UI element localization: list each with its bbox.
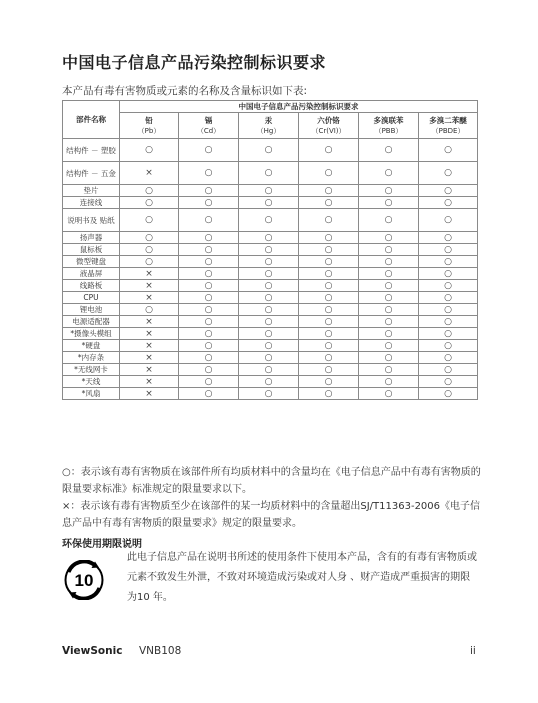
table-row <box>63 185 478 197</box>
substance-mark-cell: ○ <box>299 268 359 280</box>
substance-mark-cell: ○ <box>179 197 239 209</box>
page-title: 中国电子信息产品污染控制标识要求 <box>62 53 327 72</box>
substance-mark-cell: ○ <box>239 162 299 185</box>
substance-mark-cell: ○ <box>299 209 359 232</box>
substance-mark-cell: ○ <box>179 280 239 292</box>
part-name-cell: *无线网卡 <box>63 364 120 376</box>
table-row <box>63 340 478 352</box>
column-header <box>120 113 179 139</box>
table-row <box>63 352 478 364</box>
substance-mark-cell: ○ <box>239 139 299 162</box>
substance-mark-cell: ○ <box>239 316 299 328</box>
part-name-cell: *摄像头模组 <box>63 328 120 340</box>
part-name-cell: 结构件 － 五金 <box>63 162 120 185</box>
substance-mark-cell: ○ <box>419 316 478 328</box>
substance-mark-cell: ○ <box>179 185 239 197</box>
substance-mark-cell: ○ <box>359 185 419 197</box>
footer-model: VNB108 <box>139 645 182 657</box>
substance-mark-cell: ○ <box>239 197 299 209</box>
substance-mark-cell: ○ <box>179 139 239 162</box>
table-row <box>63 256 478 268</box>
substance-mark-cell: ○ <box>299 340 359 352</box>
substance-mark-cell: ○ <box>359 256 419 268</box>
part-name-cell: CPU <box>63 292 120 304</box>
substance-mark-cell: ○ <box>299 139 359 162</box>
substance-mark-cell: ○ <box>419 268 478 280</box>
substance-mark-cell: ○ <box>120 244 179 256</box>
column-header-name: 六价铬 <box>317 116 340 125</box>
column-header <box>179 113 239 139</box>
substance-mark-cell: × <box>120 316 179 328</box>
table-row <box>63 388 478 400</box>
substance-mark-cell: ○ <box>359 304 419 316</box>
column-header-symbol: （PBB） <box>374 127 403 135</box>
substance-mark-cell: ○ <box>239 209 299 232</box>
substance-mark-cell: ○ <box>419 256 478 268</box>
substance-mark-cell: ○ <box>299 162 359 185</box>
substance-mark-cell: ○ <box>299 304 359 316</box>
substance-mark-cell: ○ <box>239 328 299 340</box>
column-header-symbol: （Hg） <box>256 127 281 135</box>
substance-mark-cell: ○ <box>419 292 478 304</box>
substance-mark-cell: ○ <box>299 364 359 376</box>
substance-mark-cell: ○ <box>359 139 419 162</box>
substance-mark-cell: ○ <box>239 185 299 197</box>
substance-mark-cell: ○ <box>359 209 419 232</box>
substance-mark-cell: ○ <box>120 256 179 268</box>
substance-mark-cell: ○ <box>120 304 179 316</box>
substance-mark-cell: ○ <box>359 340 419 352</box>
substance-mark-cell: ○ <box>299 376 359 388</box>
substance-mark-cell: ○ <box>419 139 478 162</box>
substance-mark-cell: ○ <box>419 304 478 316</box>
column-header-symbol: （Pb） <box>137 127 161 135</box>
substance-mark-cell: ○ <box>120 209 179 232</box>
substance-mark-cell: ○ <box>299 280 359 292</box>
part-name-header: 部件名称 <box>63 101 120 139</box>
substance-mark-cell: ○ <box>120 197 179 209</box>
substance-mark-cell: ○ <box>299 256 359 268</box>
column-header <box>299 113 359 139</box>
substance-mark-cell: ○ <box>359 268 419 280</box>
substance-mark-cell: ○ <box>179 232 239 244</box>
substance-mark-cell: ○ <box>179 304 239 316</box>
part-name-cell: *硬盘 <box>63 340 120 352</box>
table-row <box>63 232 478 244</box>
table-row <box>63 268 478 280</box>
part-name-cell: *内存条 <box>63 352 120 364</box>
substance-mark-cell: ○ <box>239 268 299 280</box>
table-row <box>63 139 478 162</box>
page-number: ii <box>470 645 476 657</box>
part-name-cell: 液晶屏 <box>63 268 120 280</box>
table-row <box>63 197 478 209</box>
substance-mark-cell: ○ <box>299 244 359 256</box>
part-name-cell: *风扇 <box>63 388 120 400</box>
table-row <box>63 280 478 292</box>
substance-mark-cell: ○ <box>359 197 419 209</box>
environment-title: 环保使用期限说明 <box>62 539 142 550</box>
substance-mark-cell: ○ <box>179 268 239 280</box>
column-header <box>419 113 478 139</box>
column-header <box>359 113 419 139</box>
substance-mark-cell: ○ <box>359 364 419 376</box>
substance-mark-cell: ○ <box>239 304 299 316</box>
table-row <box>63 328 478 340</box>
substance-mark-cell: × <box>120 280 179 292</box>
column-header-symbol: （PBDE） <box>431 127 465 135</box>
substance-mark-cell: ○ <box>419 244 478 256</box>
table-body <box>63 139 478 400</box>
substance-mark-cell: ○ <box>299 185 359 197</box>
substance-mark-cell: × <box>120 328 179 340</box>
substance-mark-cell: × <box>120 268 179 280</box>
substance-mark-cell: ○ <box>179 316 239 328</box>
table-row <box>63 304 478 316</box>
column-header <box>239 113 299 139</box>
environment-text: 此电子信息产品在说明书所述的使用条件下使用本产品，含有的有毒有害物质或元素不致发生外泄，不致对环境造成污染或对人身 、财产造成严重损害的期限为10 年。 <box>127 552 477 603</box>
substance-mark-cell: ○ <box>359 162 419 185</box>
substance-mark-cell: ○ <box>359 280 419 292</box>
substance-mark-cell: ○ <box>359 244 419 256</box>
substance-mark-cell: ○ <box>179 328 239 340</box>
substance-mark-cell: ○ <box>239 340 299 352</box>
substance-mark-cell: × <box>120 364 179 376</box>
table-row <box>63 162 478 185</box>
substance-mark-cell: ○ <box>179 244 239 256</box>
footer-brand: ViewSonic <box>62 645 123 657</box>
part-name-cell: 结构件 － 塑胶 <box>63 139 120 162</box>
column-header-name: 汞 <box>264 116 273 125</box>
substance-mark-cell: × <box>120 292 179 304</box>
table-row <box>63 244 478 256</box>
substance-mark-cell: ○ <box>120 232 179 244</box>
substance-mark-cell: ○ <box>359 376 419 388</box>
hazardous-substance-table <box>62 100 478 400</box>
substance-mark-cell: ○ <box>359 352 419 364</box>
part-name-cell: 连接线 <box>63 197 120 209</box>
substance-mark-cell: ○ <box>179 292 239 304</box>
intro-text: 本产品有毒有害物质或元素的名称及含量标识如下表: <box>62 85 308 97</box>
substance-mark-cell: ○ <box>179 364 239 376</box>
substance-mark-cell: ○ <box>359 316 419 328</box>
column-header-row <box>63 113 478 139</box>
substance-mark-cell: ○ <box>359 328 419 340</box>
epup-logo-number: 10 <box>74 571 94 590</box>
table-row <box>63 292 478 304</box>
substance-mark-cell: ○ <box>419 364 478 376</box>
substance-mark-cell: ○ <box>239 232 299 244</box>
substance-mark-cell: ○ <box>419 185 478 197</box>
part-name-cell: 锂电池 <box>63 304 120 316</box>
substance-mark-cell: ○ <box>359 292 419 304</box>
substance-mark-cell: ○ <box>419 280 478 292</box>
part-name-cell: 电源适配器 <box>63 316 120 328</box>
substance-mark-cell: ○ <box>120 139 179 162</box>
substance-mark-cell: ○ <box>419 376 478 388</box>
part-name-cell: 微型键盘 <box>63 256 120 268</box>
substance-mark-cell: ○ <box>359 388 419 400</box>
substance-mark-cell: ○ <box>419 388 478 400</box>
substance-mark-cell: ○ <box>179 256 239 268</box>
substance-mark-cell: ○ <box>179 352 239 364</box>
substance-mark-cell: ○ <box>179 162 239 185</box>
substance-mark-cell: ○ <box>419 209 478 232</box>
substance-mark-cell: ○ <box>299 292 359 304</box>
substance-mark-cell: ○ <box>419 352 478 364</box>
column-header-name: 多溴二苯醚 <box>429 116 467 125</box>
substance-mark-cell: × <box>120 388 179 400</box>
part-name-cell: 线路板 <box>63 280 120 292</box>
substance-mark-cell: × <box>120 352 179 364</box>
substance-mark-cell: ○ <box>299 316 359 328</box>
substance-mark-cell: ○ <box>419 340 478 352</box>
table-row <box>63 316 478 328</box>
substance-mark-cell: ○ <box>299 232 359 244</box>
substance-mark-cell: ○ <box>299 328 359 340</box>
part-name-cell: 垫片 <box>63 185 120 197</box>
column-header-symbol: （Cr(VI)） <box>311 127 346 135</box>
substance-mark-cell: ○ <box>299 197 359 209</box>
substance-mark-cell: ○ <box>179 209 239 232</box>
column-header-name: 铅 <box>145 116 153 125</box>
substance-mark-cell: ○ <box>299 388 359 400</box>
substance-mark-cell: ○ <box>179 388 239 400</box>
part-name-cell: 鼠标板 <box>63 244 120 256</box>
substance-mark-cell: ○ <box>419 162 478 185</box>
substance-mark-cell: ○ <box>239 388 299 400</box>
table-row <box>63 209 478 232</box>
part-name-cell: *天线 <box>63 376 120 388</box>
column-header-name: 镉 <box>204 116 213 125</box>
substance-mark-cell: × <box>120 376 179 388</box>
group-header: 中国电子信息产品污染控制标识要求 <box>120 101 478 113</box>
column-header-symbol: （Cd） <box>196 127 221 135</box>
notes <box>62 464 482 532</box>
column-header-name: 多溴联苯 <box>373 116 404 125</box>
substance-mark-cell: ○ <box>239 352 299 364</box>
table-row <box>63 376 478 388</box>
substance-mark-cell: ○ <box>299 352 359 364</box>
table-row <box>63 364 478 376</box>
substance-mark-cell: ○ <box>239 364 299 376</box>
substance-mark-cell: ○ <box>239 256 299 268</box>
substance-mark-cell: ○ <box>419 328 478 340</box>
substance-mark-cell: ○ <box>239 280 299 292</box>
substance-mark-cell: ○ <box>179 340 239 352</box>
part-name-cell: 说明书及 贴纸 <box>63 209 120 232</box>
substance-mark-cell: ○ <box>120 185 179 197</box>
epup-10-logo-icon <box>64 560 104 600</box>
substance-mark-cell: ○ <box>239 244 299 256</box>
substance-mark-cell: × <box>120 162 179 185</box>
substance-mark-cell: ○ <box>419 197 478 209</box>
substance-mark-cell: ○ <box>419 232 478 244</box>
part-name-cell: 扬声器 <box>63 232 120 244</box>
substance-mark-cell: ○ <box>239 376 299 388</box>
substance-mark-cell: × <box>120 340 179 352</box>
note-cross: ×：表示该有毒有害物质至少在该部件的某一均质材料中的含量超出SJ/T11363-2006《电子信息产品中有毒有害物质的限量要求》规定的限量要求。 <box>62 501 481 529</box>
substance-mark-cell: ○ <box>239 292 299 304</box>
substance-mark-cell: ○ <box>179 376 239 388</box>
note-circle: ○：表示该有毒有害物质在该部件所有均质材料中的含量均在《电子信息产品中有毒有害物质的限量要求标准》标准规定的限量要求以下。 <box>62 467 481 495</box>
substance-mark-cell: ○ <box>359 232 419 244</box>
